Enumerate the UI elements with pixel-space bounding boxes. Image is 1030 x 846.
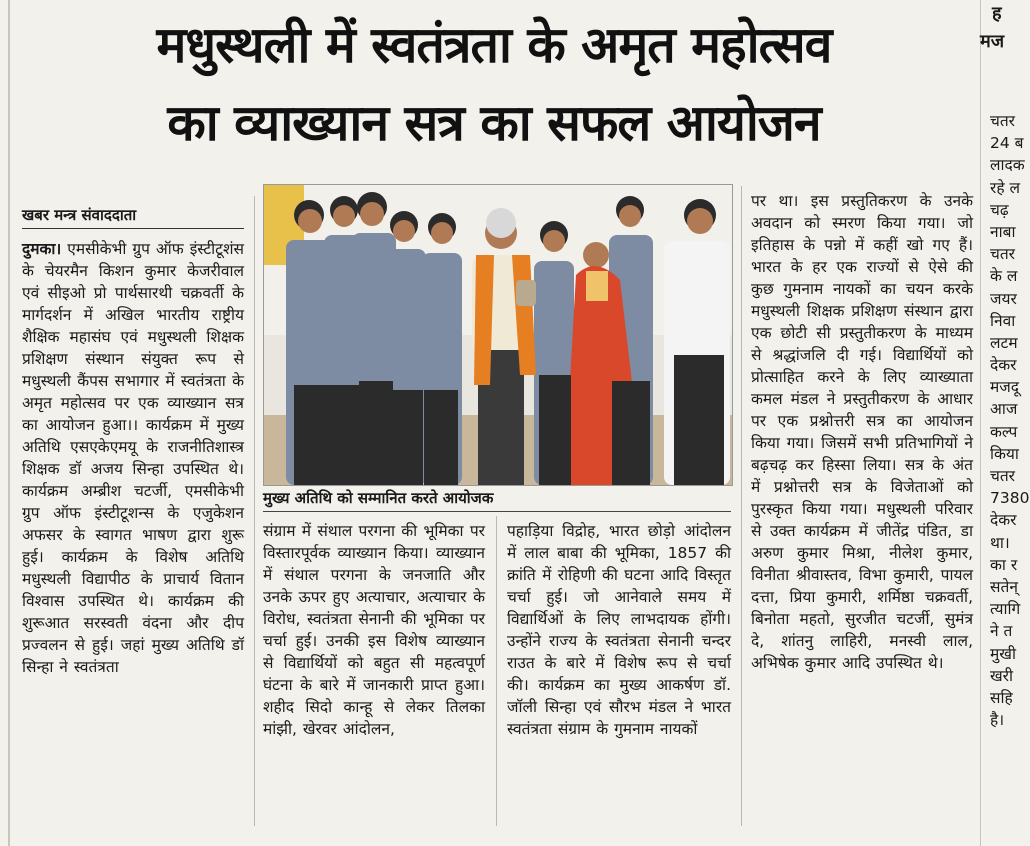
adjacent-text-line: किया — [990, 444, 1019, 463]
column-divider — [496, 516, 497, 826]
adjacent-text-line: चतर — [990, 245, 1016, 264]
adjacent-text-line: 7380 — [990, 489, 1030, 508]
left-gutter-rule — [8, 0, 10, 846]
dateline: दुमका। — [22, 240, 62, 258]
article-column-3 — [507, 520, 731, 740]
adjacent-headline-line: ह — [992, 3, 1002, 24]
adjacent-text-line: देकर — [990, 511, 1017, 530]
adjacent-text-line: नाबा — [990, 222, 1016, 241]
adjacent-text-line: के ल — [990, 267, 1018, 286]
photo-caption: मुख्य अतिथि को सम्मानित करते आयोजक — [263, 489, 494, 507]
adjacent-text-line: मजदू — [990, 378, 1020, 397]
adjacent-text-line: 24 ब — [990, 134, 1024, 153]
byline-rule — [22, 228, 244, 229]
adjacent-text-line: था। — [990, 533, 1010, 552]
article-photo — [263, 184, 733, 486]
adjacent-text-line: लटम — [990, 333, 1018, 352]
headline-line-2: का व्याख्यान सत्र का सफल आयोजन — [167, 94, 821, 152]
group-photo-illustration — [264, 185, 732, 485]
adjacent-text-line: चतर — [990, 467, 1016, 485]
article-column-2 — [263, 520, 485, 740]
column-divider — [254, 196, 255, 826]
adjacent-text-line: है। — [990, 711, 1005, 730]
article-column-1 — [22, 238, 244, 678]
article-column-4 — [751, 190, 973, 674]
column-2-text: संग्राम में संथाल परगना की भूमिका पर विस्तारपूर्वक व्याख्यान किया। व्याख्यान में संथाल परगना के जनजाति और उनके ऊपर हुए अत्याचार, अत्याचार के विरोध, स्वतंत्रता सेनानी की भूमिका पर चर्चा हुई। उनकी इस विशेष व्याख्यान से विद्यार्थियों को बहुत सी महत्वपूर्ण घंटना के बारे में जानकारी प्राप्त हुआ। शहीद सिदो कान्हू से लेकर तिलका मांझी, खेरवर आंदोलन, — [263, 522, 485, 738]
adjacent-article-rule — [980, 0, 981, 846]
adjacent-text-line: त्यागि — [990, 600, 1021, 619]
adjacent-text-line: रहे ल — [990, 178, 1021, 197]
column-3-text: पहाड़िया विद्रोह, भारत छोड़ो आंदोलन में लाल बाबा की भूमिका, 1857 की क्रांति में रोहिणी की घटना आदि विस्तृत चर्चा हुई। जो आनेवाले समय में विद्यार्थिओं के लिए लाभदायक होंगी। उन्होंने राज्य के स्वतंत्रता सेनानी चन्दर राउत के बारे में विशेष रूप से चर्चा की। कार्यक्रम का मुख्य आकर्षण डॉ. जॉली सिन्हा एवं सौरभ मंडल ने भारत स्वतंत्रता संग्राम के गुमनाम नायकों — [507, 522, 731, 738]
adjacent-text-line: निवा — [990, 311, 1016, 330]
headline — [14, 6, 974, 162]
adjacent-text-line: मुखी — [990, 644, 1016, 663]
adjacent-text-line: सतेन् — [990, 577, 1018, 596]
adjacent-text-line: जयर — [990, 289, 1017, 308]
adjacent-text-line: आज — [990, 400, 1018, 419]
adjacent-article-headline — [978, 0, 1024, 100]
adjacent-text-line: देकर — [990, 356, 1017, 375]
adjacent-text-line: सहि — [990, 688, 1013, 707]
adjacent-text-line: चढ़ — [990, 200, 1009, 219]
headline-line-1: मधुस्थली में स्वतंत्रता के अमृत महोत्सव — [156, 16, 832, 74]
column-1-text: एमसीकेभी ग्रुप ऑफ इंस्टीटूशंस के चेयरमैन किशन कुमार केजरीवाल एवं सीइओ प्रो पार्थसारथी चक्रवर्ती के मार्गदर्शन में अखिल भारतीय राष्ट्रीय शैक्षिक महासंघ एवं मधुस्थली शिक्षक प्रशिक्षण संस्थान संयुक्त रूप से मधुस्थली कैंपस सभागार में स्वतंत्रता के अमृत महोत्सव पर एक व्याख्यान सत्र का आयोजन हुआ।। कार्यक्रम में मुख्य अतिथि एसएकेएमयू के राजनीतिशास्त्र शिक्षक डॉ अजय सिन्हा उपस्थित थे। कार्यक्रम अम्ब्रीश चटर्जी, एमसीकेभी ग्रुप ऑफ इंस्टीटूशन्स के एजुकेशन अफसर के स्वागत भाषण द्वारा शुरू हुई। कार्यक्रम के विशेष अतिथि मधुस्थली विद्यापीठ के प्राचार्य वितान विश्वास उपस्थित थे। कार्यक्रम की शुरूआत सरस्वती वंदना और दीप प्रज्वलन से हुई। जहां मुख्य अतिथि डॉ सिन्हा ने स्वतंत्रता — [22, 240, 244, 676]
byline: खबर मन्त्र संवाददाता — [22, 206, 137, 224]
adjacent-text-line: लादक — [990, 156, 1025, 175]
caption-rule — [263, 511, 731, 512]
adjacent-text-line: खरी — [990, 666, 1014, 685]
adjacent-text-line: ने त — [990, 622, 1013, 641]
column-divider — [741, 186, 742, 826]
adjacent-text-line: कल्प — [990, 422, 1018, 441]
column-4-text: पर था। इस प्रस्तुतिकरण के उनके अवदान को स्मरण किया गया। जो इतिहास के पन्नो में कहीं खो गए हैं। भारत के हर एक राज्यों से ऐसे की कुछ गुमनाम नायकों का चयन करके मधुस्थली शिक्षक प्रशिक्षण संस्थान द्वारा एक छोटी सी प्रस्तुतीकरण के माध्यम से श्रद्धांजलि दी गई। विद्यार्थियों को प्रोत्साहित करने के लिए व्याख्याता कमल मंडल ने प्रस्तुतीकरण के आधार पर एक प्रश्नोत्तरी सत्र का आयोजन किया गया। जिसमें सभी प्रतिभागियों ने बढ़चढ़ कर हिस्सा लिया। सत्र के अंत में प्रश्नोत्तरी सत्र के विजेताओं को पुरस्कृत किया गया। मधुस्थली परिवार से उक्त कार्यक्रम में जीतेंद्र पंडित, डा अरुण कुमार मिश्रा, नीलेश कुमार, विनीता श्रीवास्तव, विभा कुमारी, पायल दत्ता, प्रिया कुमारी, शर्मिष्ठा चक्रवर्ती, बिनोता महतो, सुरजीत चटर्जी, सुमंत्र दे, शांतनु लाहिरी, मनस्वी लाल, अभिषेक कुमार आदि उपस्थित थे। — [751, 192, 973, 672]
adjacent-article-text — [990, 110, 1030, 731]
adjacent-text-line: चतर — [990, 112, 1016, 130]
adjacent-headline-line: मज — [980, 31, 1005, 52]
adjacent-text-line: का र — [990, 555, 1018, 574]
